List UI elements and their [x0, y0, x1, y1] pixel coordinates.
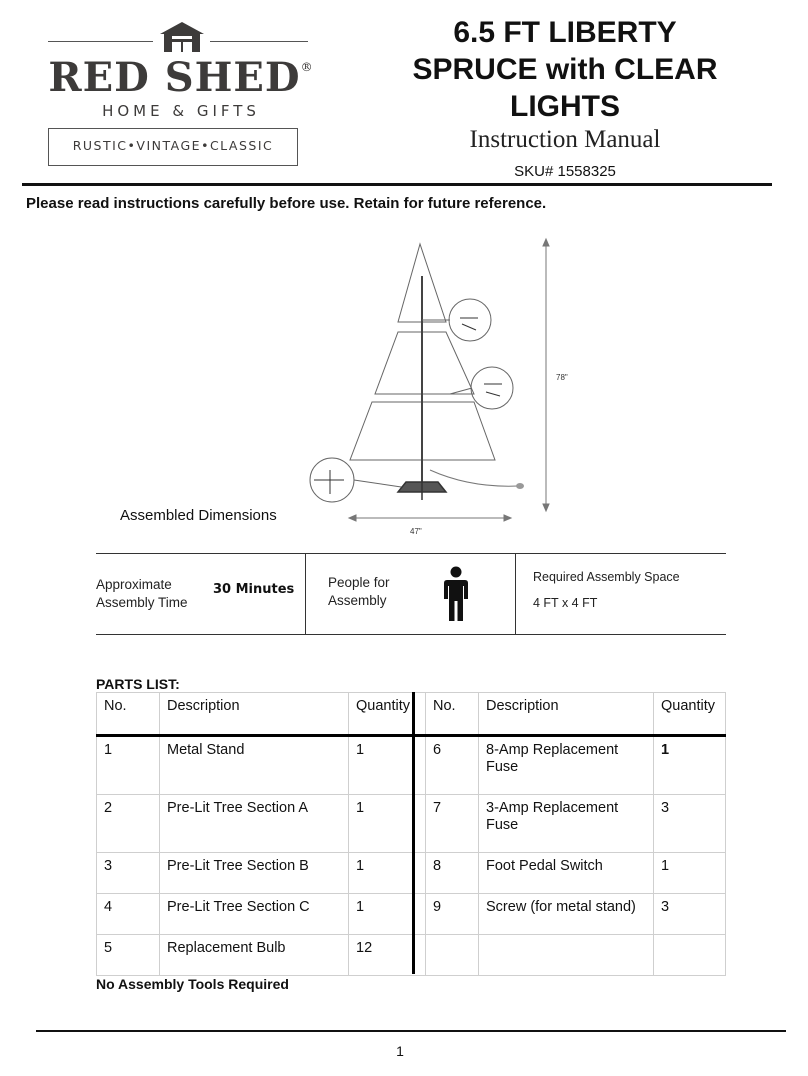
part-quantity: 1: [654, 853, 726, 894]
part-description: Foot Pedal Switch: [479, 853, 654, 894]
person-icon: [442, 566, 470, 622]
parts-list-title: PARTS LIST:: [96, 676, 180, 692]
part-no: 7: [426, 795, 479, 853]
assembly-info-strip: [96, 553, 726, 635]
part-quantity: 1: [349, 737, 426, 795]
table-center-divider: [412, 692, 415, 974]
table-row: [97, 853, 726, 894]
part-description: 3-Amp Replacement Fuse: [479, 795, 654, 853]
part-quantity: 1: [349, 795, 426, 853]
footer-rule: [36, 1030, 786, 1032]
brand-subtitle: HOME & GIFTS: [102, 102, 260, 120]
space-value: 4 FT x 4 FT: [533, 596, 598, 610]
width-label: 47": [410, 527, 422, 536]
assembly-time-value: 30 Minutes: [213, 582, 295, 597]
brand-name: RED SHED®: [48, 54, 314, 101]
part-description: Pre-Lit Tree Section C: [160, 894, 349, 935]
barn-icon: [157, 20, 207, 54]
part-quantity: 12: [349, 935, 426, 976]
part-description: Pre-Lit Tree Section B: [160, 853, 349, 894]
space-label: Required Assembly Space: [533, 570, 680, 584]
part-description: Replacement Bulb: [160, 935, 349, 976]
part-description: Pre-Lit Tree Section A: [160, 795, 349, 853]
part-description: 8-Amp Replacement Fuse: [479, 737, 654, 795]
tree-dimension-diagram: [280, 230, 580, 550]
header-cell: Description: [160, 693, 349, 737]
part-no: 5: [97, 935, 160, 976]
header-cell: Description: [479, 693, 654, 737]
tools-note: No Assembly Tools Required: [96, 976, 289, 992]
tagline: RUSTIC•VINTAGE•CLASSIC: [72, 138, 274, 153]
tree-section-middle: [375, 332, 474, 394]
logo-line-left: [48, 41, 153, 42]
table-row: [97, 737, 726, 795]
detail-circle-2: [471, 367, 513, 409]
part-description: Screw (for metal stand): [479, 894, 654, 935]
part-no: 6: [426, 737, 479, 795]
diagram-caption: Assembled Dimensions: [120, 507, 277, 524]
part-no: [426, 935, 479, 976]
detail-circle-1: [449, 299, 491, 341]
parts-header-row: [97, 693, 726, 737]
manual-subtitle: Instruction Manual: [469, 126, 661, 153]
part-quantity: 3: [654, 795, 726, 853]
product-title: 6.5 FT LIBERTY SPRUCE with CLEAR LIGHTS: [412, 16, 718, 123]
part-description: Metal Stand: [160, 737, 349, 795]
table-header-divider: [96, 734, 726, 737]
part-description: [479, 935, 654, 976]
part-no: 9: [426, 894, 479, 935]
header-cell: Quantity: [654, 693, 726, 737]
header-cell: Quantity: [349, 693, 426, 737]
part-no: 3: [97, 853, 160, 894]
part-no: 8: [426, 853, 479, 894]
reading-notice: Please read instructions carefully before use. Retain for future reference.: [26, 195, 547, 212]
sku-number: SKU# 1558325: [514, 163, 616, 180]
table-row: [97, 894, 726, 935]
header-cell: No.: [426, 693, 479, 737]
part-quantity: 1: [654, 737, 726, 795]
table-row: [97, 935, 726, 976]
part-quantity: 3: [654, 894, 726, 935]
part-quantity: 1: [349, 853, 426, 894]
height-label: 78": [556, 373, 568, 382]
part-no: 4: [97, 894, 160, 935]
table-row: [97, 795, 726, 853]
people-label: People for Assembly: [328, 575, 390, 608]
logo-line-right: [210, 41, 308, 42]
part-quantity: [654, 935, 726, 976]
brand-logo: [40, 14, 320, 174]
part-quantity: 1: [349, 894, 426, 935]
header-rule: [22, 183, 772, 186]
metal-stand: [398, 482, 446, 500]
header-cell: No.: [97, 693, 160, 737]
part-no: 1: [97, 737, 160, 795]
assembly-time-label: Approximate Assembly Time: [96, 577, 188, 610]
page-number: 1: [396, 1043, 404, 1059]
part-no: 2: [97, 795, 160, 853]
